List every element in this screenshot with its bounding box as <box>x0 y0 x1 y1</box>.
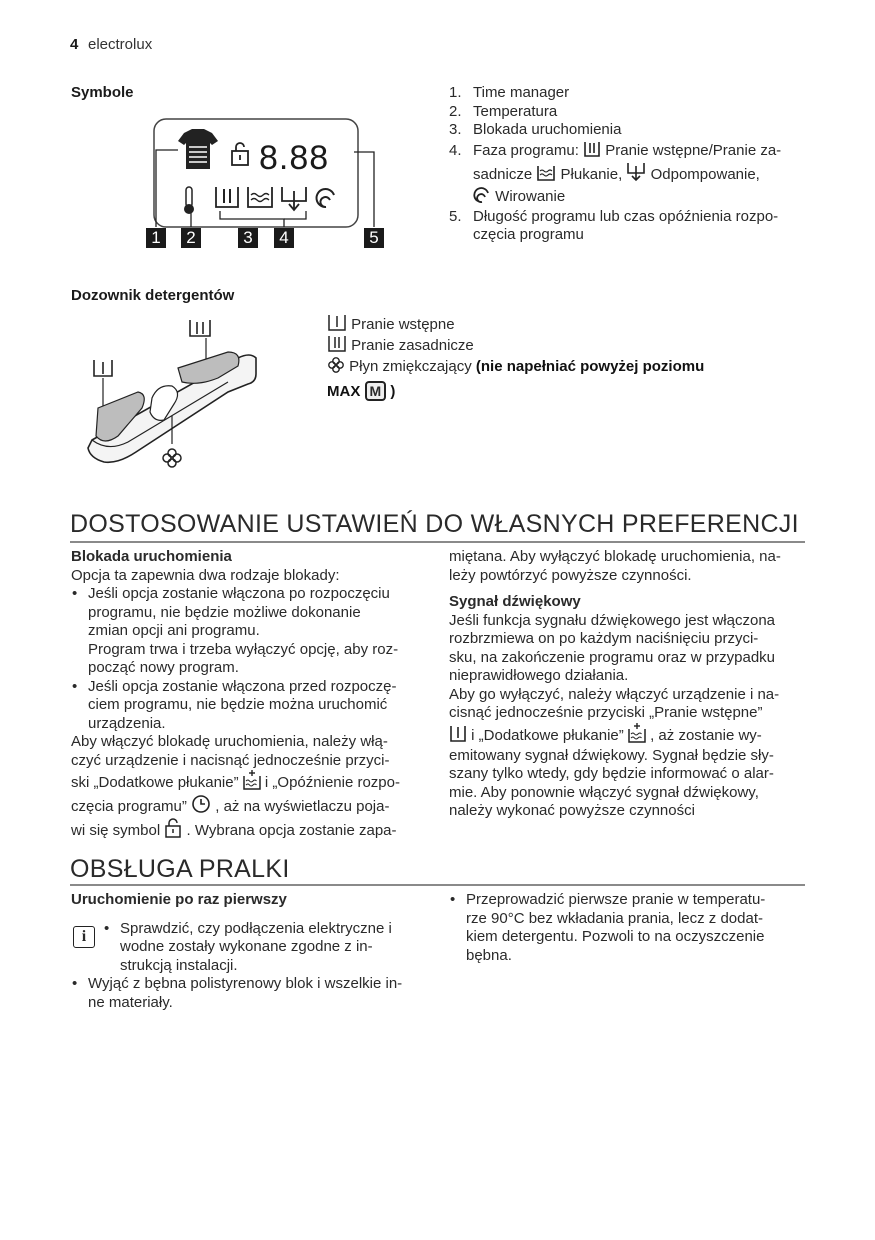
softener-icon <box>327 356 345 374</box>
list-item: • Przeprowadzić pierwsze pranie w temperatu- rze 90°C bez wkładania prania, lecz z dodat- kiem detergentu. Pozwoli to na oczyszczenie bębna. <box>449 891 809 965</box>
dispenser-legend: Pranie wstępne Pranie zasadnicze Płyn zmiękczający (nie napełniać powyżej poziomu MAX M ) <box>327 316 705 400</box>
mainwash-icon <box>216 187 238 207</box>
beep-heading: Sygnał dźwiękowy <box>449 593 581 610</box>
mainwash-icon <box>583 140 601 158</box>
max-level-icon: M <box>365 381 387 401</box>
mainwash-icon <box>327 335 347 353</box>
display-digits: 8.88 <box>259 139 330 177</box>
first-use-heading: Uruchomienie po raz pierwszy <box>71 891 287 908</box>
lock-icon <box>164 818 182 838</box>
shirt-icon <box>178 129 218 169</box>
list-item: 2. Temperatura <box>449 102 558 120</box>
section-divider <box>70 884 805 886</box>
mainwash-icon <box>190 320 210 336</box>
beep-column: miętana. Aby wyłączyć blokadę uruchomienia, na- leży powtórzyć powyższe czynności. Sygnał dźwiękowy Jeśli funkcja sygnału dźwiękowego jest włączona rozbrzmiewa on po każdym naciśnięciu przyci- sku, na zakończenie programu oraz w przypadku nieprawidłowego działania. Aby go wyłączyć, należy włączyć urządzenie i na- cisnąć jednocześnie przyciski „Pranie wstępne” i „Dodatkowe płukanie” , aż zostanie wy- emitowany sygnał dźwiękowy. Sygnał będzie sły- szany tylko wtedy, gdy będzie informować o alar- mie. Aby ponownie włączyć sygnał dźwiękowy, należy wykonać powyższe czynności <box>449 548 809 821</box>
callout-5: 5 <box>364 228 384 248</box>
callout-4: 4 <box>274 228 294 248</box>
section-title: OBSŁUGA PRALKI <box>70 855 290 883</box>
list-item: • Wyjąć z bębna polistyrenowy blok i wszelkie in- ne materiały. <box>71 975 431 1012</box>
spin-icon <box>317 189 334 207</box>
list-item: 5. Długość programu lub czas opóźnienia rozpo- częcia programu <box>449 207 779 243</box>
spin-icon <box>473 186 491 204</box>
dispenser-drawing <box>78 312 328 477</box>
extra-rinse-icon <box>628 723 646 743</box>
page-number: 4 <box>70 36 79 53</box>
symbols-heading: Symbole <box>71 84 134 101</box>
symbols-list <box>449 84 819 245</box>
brand-name: electrolux <box>88 36 153 53</box>
callout-3: 3 <box>238 228 258 248</box>
list-item: 1. Time manager <box>449 84 570 101</box>
lock-icon <box>232 143 248 165</box>
callout-1: 1 <box>146 228 166 248</box>
list-item: 4. Faza programu: Pranie wstępne/Pranie za- sadnicze Płukanie, Odpompowanie, Wirowanie <box>449 141 782 205</box>
list-item: 3. Blokada uruchomienia <box>449 121 622 138</box>
section-divider <box>70 541 805 543</box>
list-item: • Jeśli opcja zostanie włączona przed rozpoczę- ciem programu, nie będzie można uruchomić urządzenia. <box>71 678 426 734</box>
drain-icon <box>282 187 306 210</box>
lock-heading: Blokada uruchomienia <box>71 548 232 565</box>
prewash-icon <box>449 725 467 743</box>
prewash-icon <box>327 314 347 332</box>
drain-icon <box>626 162 646 182</box>
dispenser-heading: Dozownik detergentów <box>71 287 235 304</box>
rinse-icon <box>536 164 556 182</box>
info-icon: i <box>73 926 95 948</box>
callout-2: 2 <box>181 228 201 248</box>
first-use-right <box>449 891 809 965</box>
delay-start-icon <box>191 794 211 814</box>
thermometer-icon <box>184 187 194 214</box>
prewash-icon <box>94 360 112 376</box>
softener-icon <box>163 449 181 467</box>
list-item: • Sprawdzić, czy podłączenia elektryczne i wodne zostały wykonane zgodne z in- strukcją instalacji. <box>103 920 431 976</box>
section-title: DOSTOSOWANIE USTAWIEŃ DO WŁASNYCH PREFERENCJI <box>70 510 799 538</box>
rinse-icon <box>248 187 272 207</box>
list-item: • Jeśli opcja zostanie włączona po rozpoczęciu programu, nie będzie możliwe dokonanie zmian opcji ani programu. Program trwa i trzeba wyłączyć opcję, aby roz- począć nowy program. <box>71 585 426 678</box>
extra-rinse-icon <box>243 770 261 790</box>
first-use-column <box>71 891 431 1012</box>
lock-column: Blokada uruchomienia Opcja ta zapewnia dwa rodzaje blokady: • Jeśli opcja zostanie włączona po rozpoczęciu programu, nie będzie możliwe dokonanie zmian opcji ani programu. Program trwa i trzeba wyłączyć opcję, aby roz- począć nowy program. • Jeśli opcja zostanie włączona przed rozpoczę- ciem programu, nie będzie można uruchomić urządzenia. Aby włączyć blokadę uruchomienia, należy włą- czyć urządzenie i nacisnąć jednocześnie przyci- ski „Dodatkowe płukanie” i „Opóźnienie rozpo- częcia programu” , aż na wyświetlaczu poja- wi się symbol . Wybrana opcja zostanie zapa- <box>71 548 426 842</box>
